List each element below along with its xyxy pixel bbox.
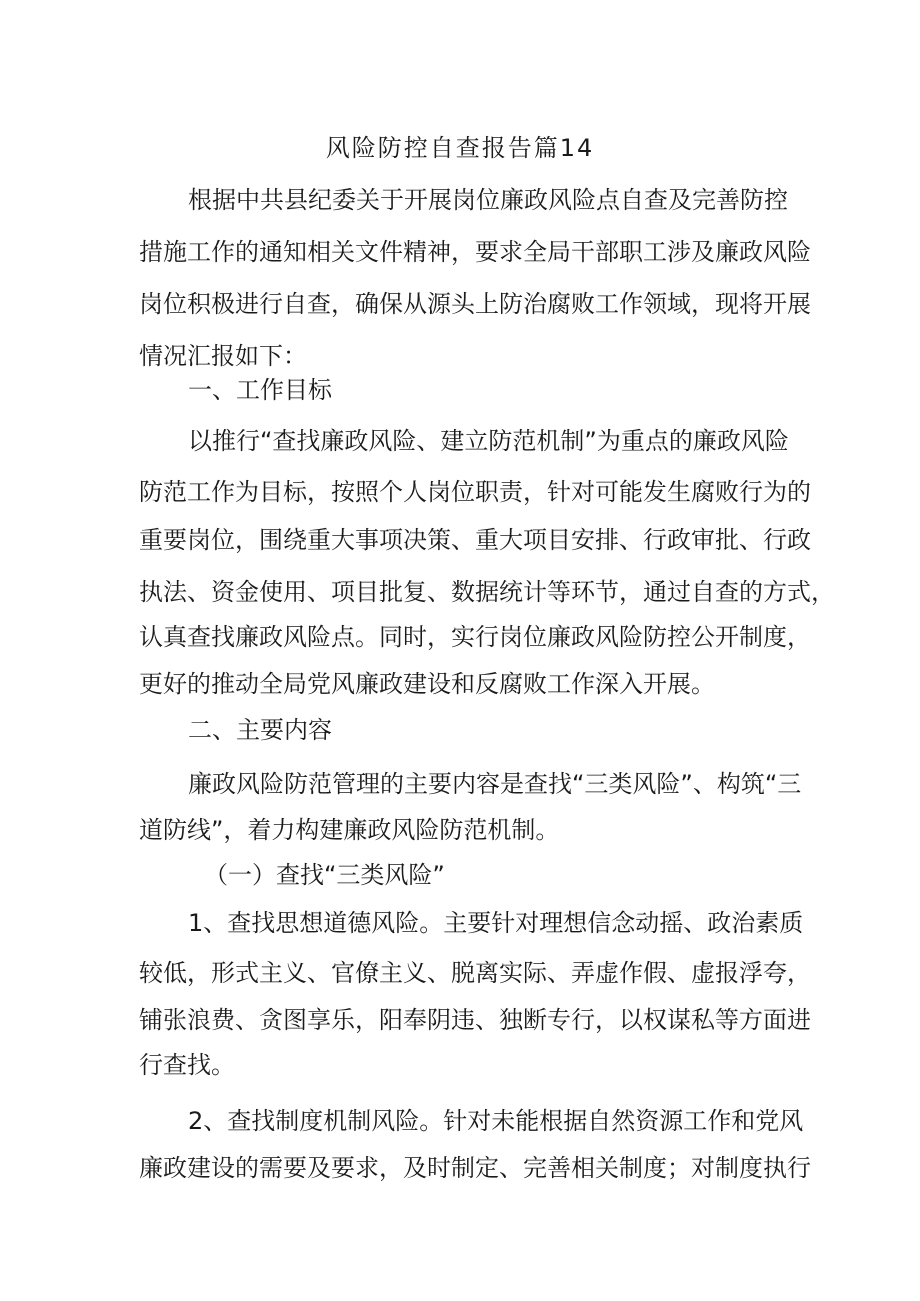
- paragraph-line: 重要岗位，围绕重大事项决策、重大项目安排、行政审批、行政: [139, 526, 811, 554]
- section-heading: 一、工作目标: [188, 376, 332, 404]
- paragraph-line: 情况汇报如下：: [139, 342, 307, 370]
- paragraph-line: 行查找。: [139, 1051, 235, 1079]
- document-title: 风险防控自查报告篇14: [325, 134, 595, 162]
- paragraph-line: 廉政建设的需要及要求，及时制定、完善相关制度；对制度执行: [139, 1154, 811, 1182]
- paragraph-line: 更好的推动全局党风廉政建设和反腐败工作深入开展。: [139, 670, 715, 698]
- paragraph-line: 根据中共县纪委关于开展岗位廉政风险点自查及完善防控: [188, 186, 788, 214]
- paragraph-line: 防范工作为目标，按照个人岗位职责，针对可能发生腐败行为的: [139, 478, 811, 506]
- paragraph-line: 较低，形式主义、官僚主义、脱离实际、弄虚作假、虚报浮夸，: [139, 959, 811, 987]
- paragraph-line: 铺张浪费、贪图享乐，阳奉阴违、独断专行，以权谋私等方面进: [139, 1006, 811, 1034]
- paragraph-line: 以推行“查找廉政风险、建立防范机制”为重点的廉政风险: [188, 427, 789, 455]
- paragraph-line: 道防线”，着力构建廉政风险防范机制。: [139, 816, 560, 844]
- paragraph-line: 措施工作的通知相关文件精神，要求全局干部职工涉及廉政风险: [139, 238, 811, 266]
- subsection-heading: （一）查找“三类风险”: [204, 861, 445, 889]
- paragraph-line: 执法、资金使用、项目批复、数据统计等环节，通过自查的方式，: [139, 578, 835, 606]
- section-heading: 二、主要内容: [188, 716, 332, 744]
- paragraph-line: 廉政风险防范管理的主要内容是查找“三类风险”、构筑“三: [188, 770, 802, 798]
- paragraph-line: 认真查找廉政风险点。同时，实行岗位廉政风险防控公开制度，: [139, 623, 811, 651]
- paragraph-line: 2、查找制度机制风险。针对未能根据自然资源工作和党风: [188, 1107, 804, 1135]
- paragraph-line: 1、查找思想道德风险。主要针对理想信念动摇、政治素质: [188, 909, 804, 937]
- paragraph-line: 岗位积极进行自查，确保从源头上防治腐败工作领域，现将开展: [139, 290, 811, 318]
